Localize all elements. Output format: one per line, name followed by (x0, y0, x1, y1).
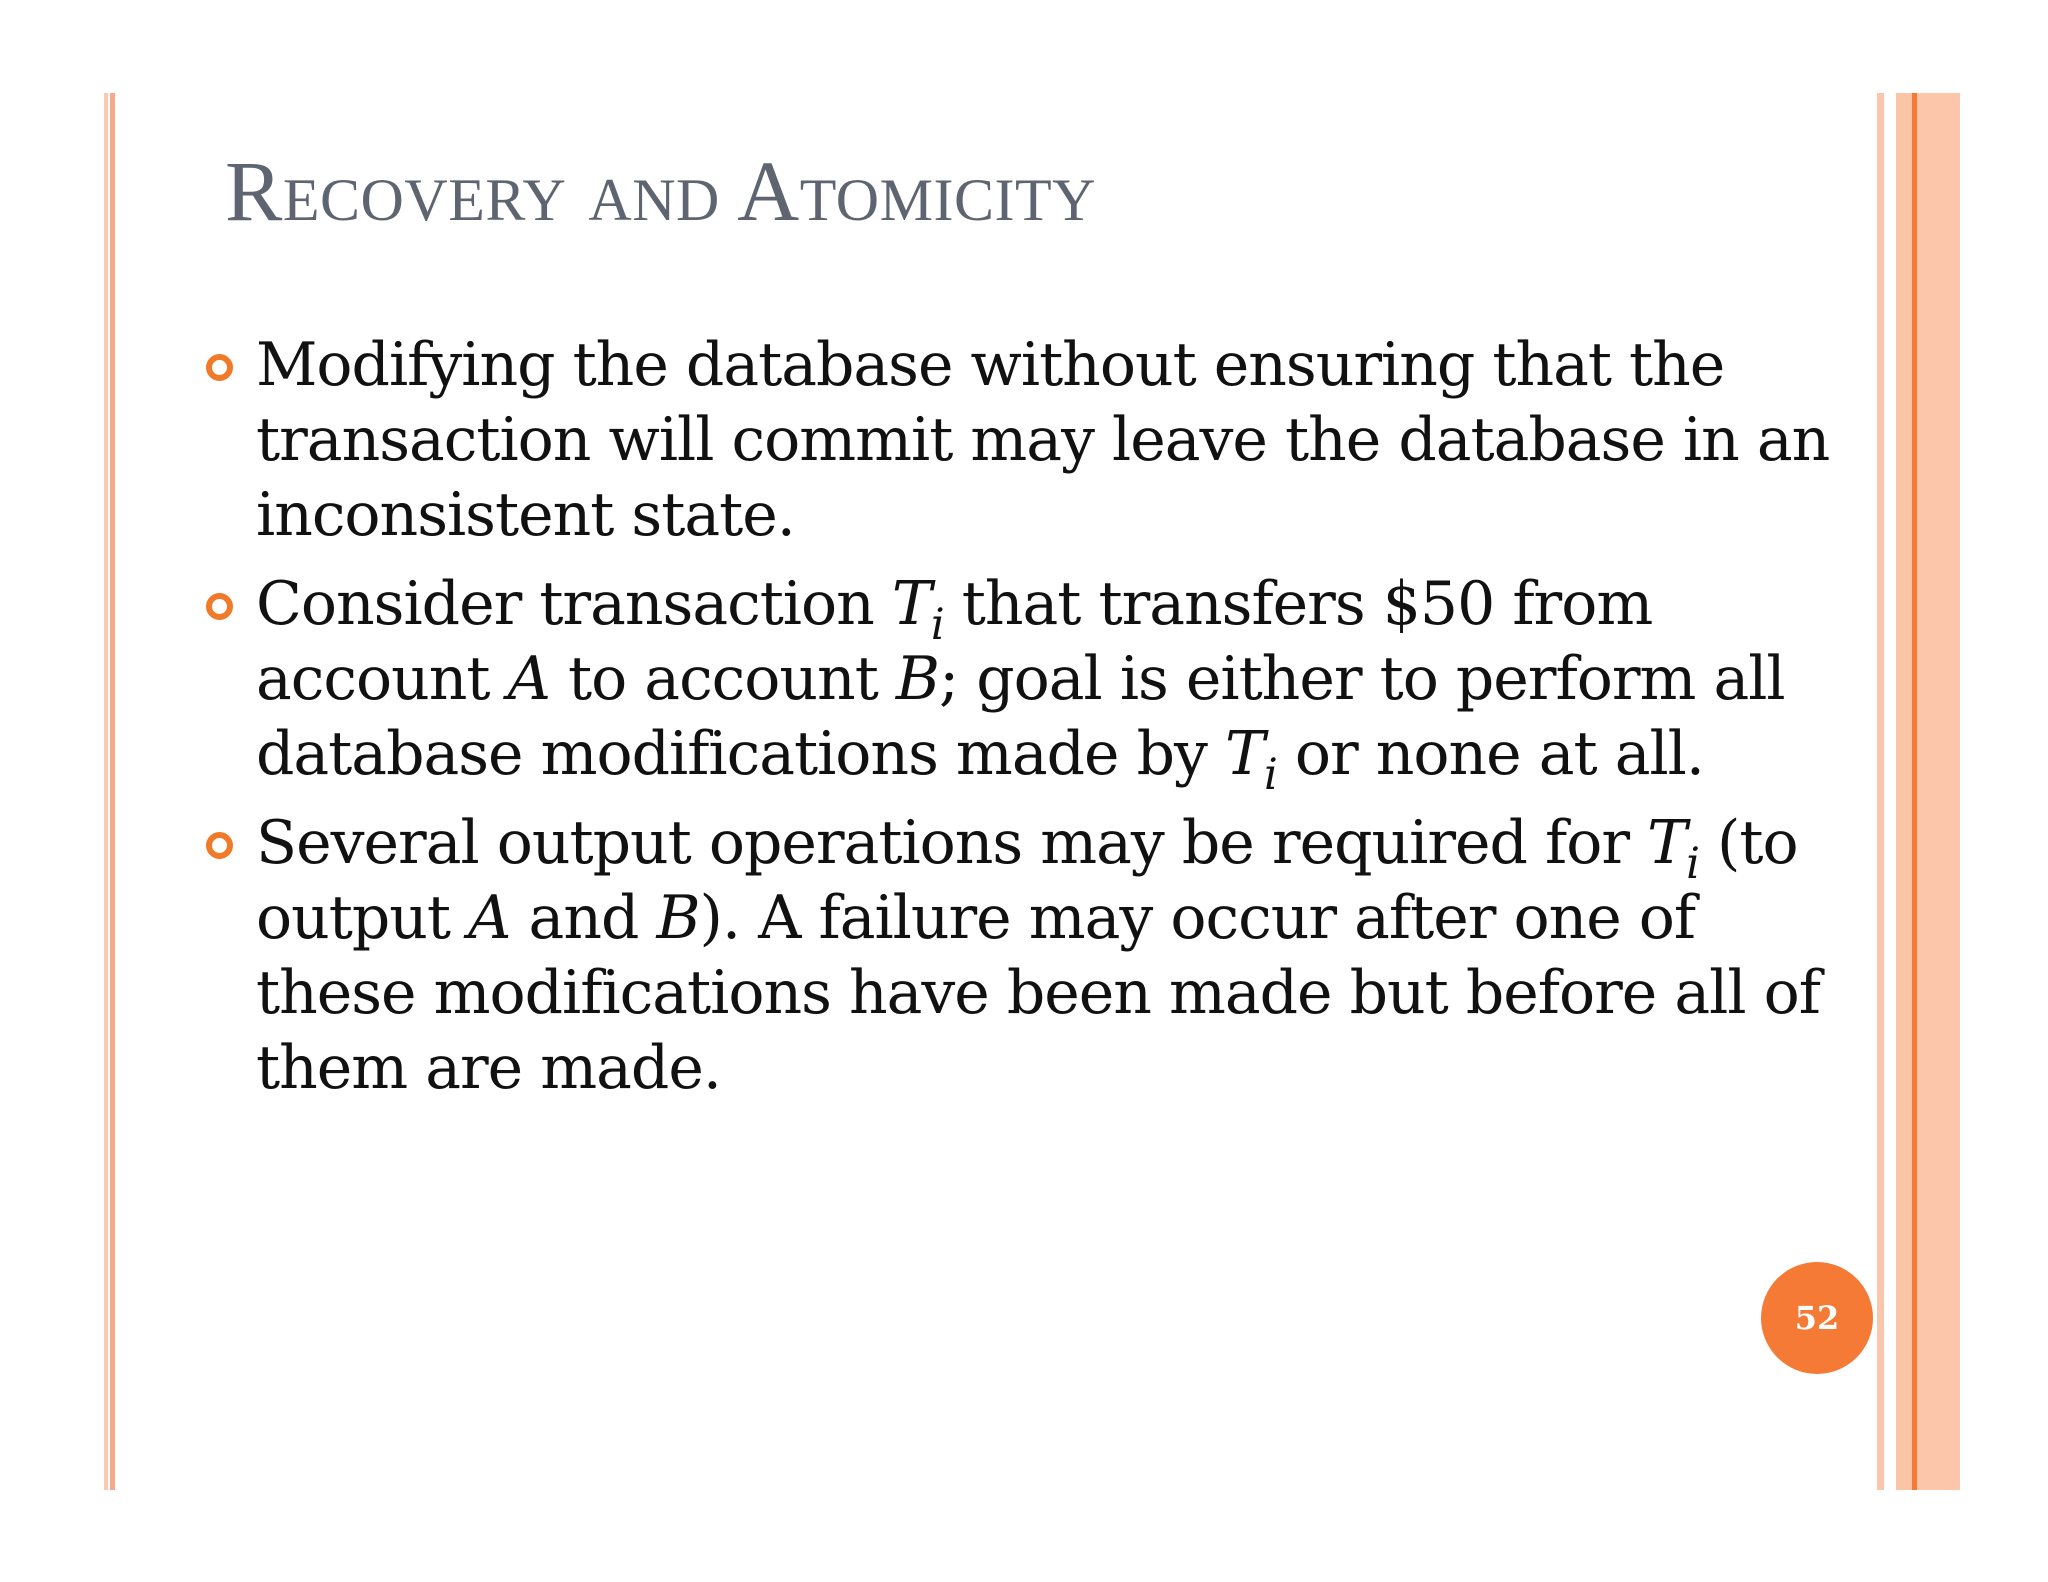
left-border-bar-1 (104, 93, 108, 1490)
math-variable: T (1647, 808, 1687, 878)
bullet-text: Modifying the database without ensuring that the transaction will commit may leave the database in an inconsistent state. (256, 330, 1830, 550)
bullet-text: or none at all. (1276, 719, 1704, 789)
right-border-bar-1 (1877, 93, 1884, 1490)
slide-title: Recovery and Atomicity (225, 143, 1096, 239)
bullet-text: and (510, 883, 657, 953)
math-subscript: i (1686, 839, 1699, 890)
math-subscript: i (930, 600, 944, 651)
math-variable: T (1224, 719, 1264, 789)
math-variable: B (656, 883, 700, 953)
bullet-text: ; goal is either to perform all database modifications made by (256, 644, 1785, 789)
bullet-text: ). A failure may occur after one of these modifications have been made but before all of them are made. (256, 883, 1820, 1103)
bullet-item (206, 328, 1846, 553)
circle-bullet-icon (206, 832, 233, 859)
math-variable: A (468, 883, 511, 953)
math-variable: A (507, 644, 550, 714)
bullet-list (206, 328, 1846, 1120)
right-border-bar-2 (1896, 93, 1912, 1490)
bullet-text: to account (549, 644, 896, 714)
math-variable: T (891, 569, 931, 639)
math-variable: B (895, 644, 939, 714)
bullet-text: (to output (256, 808, 1798, 953)
left-border-bar-2 (110, 93, 115, 1490)
circle-bullet-icon (206, 354, 233, 381)
bullet-text: Several output operations may be required for (256, 808, 1648, 878)
math-subscript: i (1264, 750, 1277, 801)
bullet-text: that transfers $50 from account (256, 569, 1653, 714)
page-number-badge: 52 (1761, 1262, 1873, 1374)
circle-bullet-icon (206, 593, 233, 620)
bullet-item (206, 806, 1846, 1106)
bullet-text: Consider transaction (256, 569, 892, 639)
right-border-band (1917, 93, 1960, 1490)
bullet-item (206, 567, 1846, 801)
